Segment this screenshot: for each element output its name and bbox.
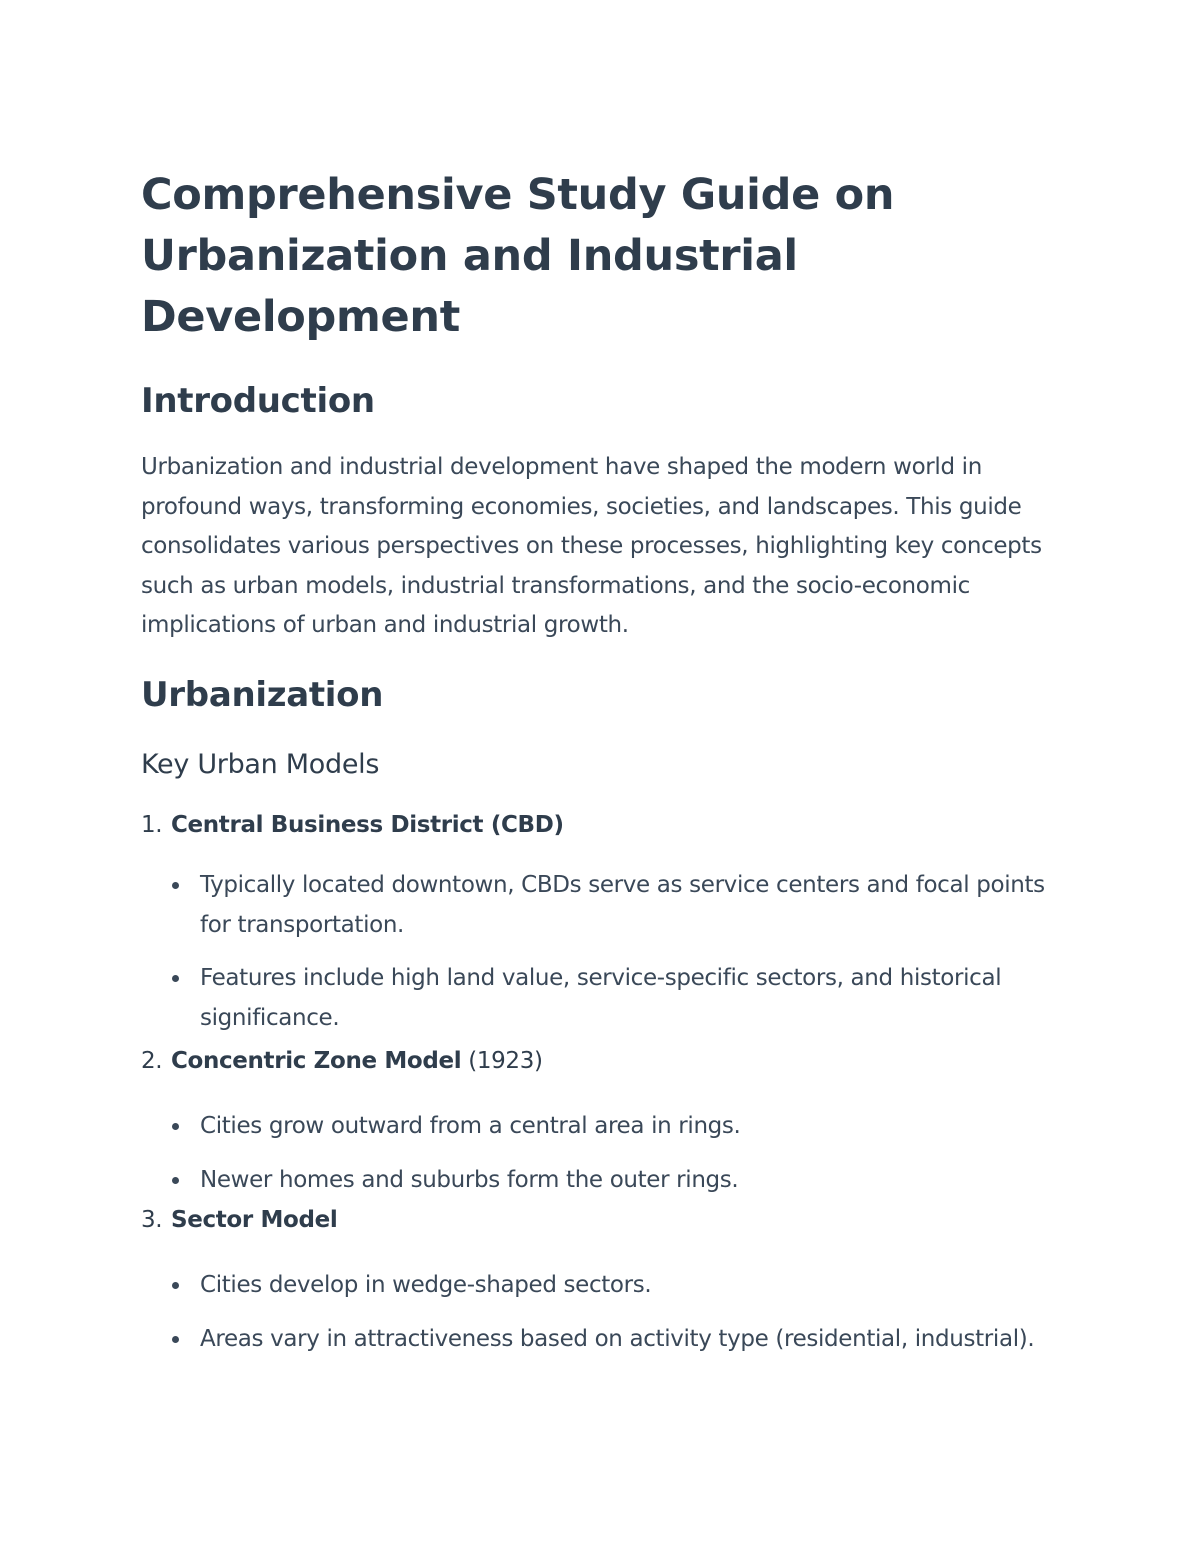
bullet-item	[141, 1266, 1066, 1306]
introduction-paragraph: Urbanization and industrial development have shaped the modern world in profound ways, transforming economies, societies, and landscapes. This guide consolidates various perspectives on these processes, highlighting key concepts such as urban models, industrial transformations, and the socio-economic implications of urban and industrial growth.	[141, 454, 1042, 638]
model-heading	[141, 1045, 1066, 1077]
introduction-heading: Introduction	[141, 381, 375, 421]
urban-model-item	[141, 1045, 1066, 1200]
bullet-text: Features include high land value, service-specific sectors, and historical significance.	[200, 965, 1002, 1031]
bullet-icon	[172, 975, 179, 982]
key-urban-models-heading: Key Urban Models	[141, 749, 380, 780]
bullet-item	[141, 866, 1066, 945]
bullet-icon	[172, 1282, 179, 1289]
model-name: Concentric Zone Model	[171, 1048, 462, 1074]
document-title: Comprehensive Study Guide on Urbanization and Industrial Development	[141, 170, 895, 342]
bullet-icon	[172, 1177, 179, 1184]
model-bullet-list	[141, 1107, 1066, 1200]
model-name: Central Business District (CBD)	[171, 812, 564, 838]
model-number: 1.	[141, 812, 163, 838]
bullet-text: Cities grow outward from a central area in rings.	[200, 1113, 741, 1139]
bullet-icon	[172, 1123, 179, 1130]
model-heading	[141, 1204, 1066, 1236]
urban-model-item	[141, 1204, 1066, 1359]
urban-model-item	[141, 809, 1066, 1038]
bullet-text: Areas vary in attractiveness based on activity type (residential, industrial).	[200, 1325, 1035, 1352]
bullet-text: Newer homes and suburbs form the outer rings.	[200, 1166, 739, 1193]
model-number: 3.	[141, 1207, 163, 1233]
bullet-item	[141, 1107, 1066, 1147]
model-heading	[141, 809, 1066, 841]
model-bullet-list	[141, 1266, 1066, 1359]
bullet-item	[141, 1320, 1066, 1360]
bullet-text: Cities develop in wedge-shaped sectors.	[200, 1272, 652, 1298]
model-suffix: (1923)	[461, 1048, 543, 1074]
bullet-icon	[172, 882, 179, 889]
urbanization-heading: Urbanization	[141, 675, 384, 715]
bullet-item	[141, 959, 1066, 1038]
bullet-item	[141, 1161, 1066, 1201]
bullet-icon	[172, 1336, 179, 1343]
model-number: 2.	[141, 1048, 163, 1074]
model-name: Sector Model	[171, 1207, 338, 1233]
bullet-text: Typically located downtown, CBDs serve as service centers and focal points for transportation.	[200, 872, 1045, 938]
model-bullet-list	[141, 866, 1066, 1038]
